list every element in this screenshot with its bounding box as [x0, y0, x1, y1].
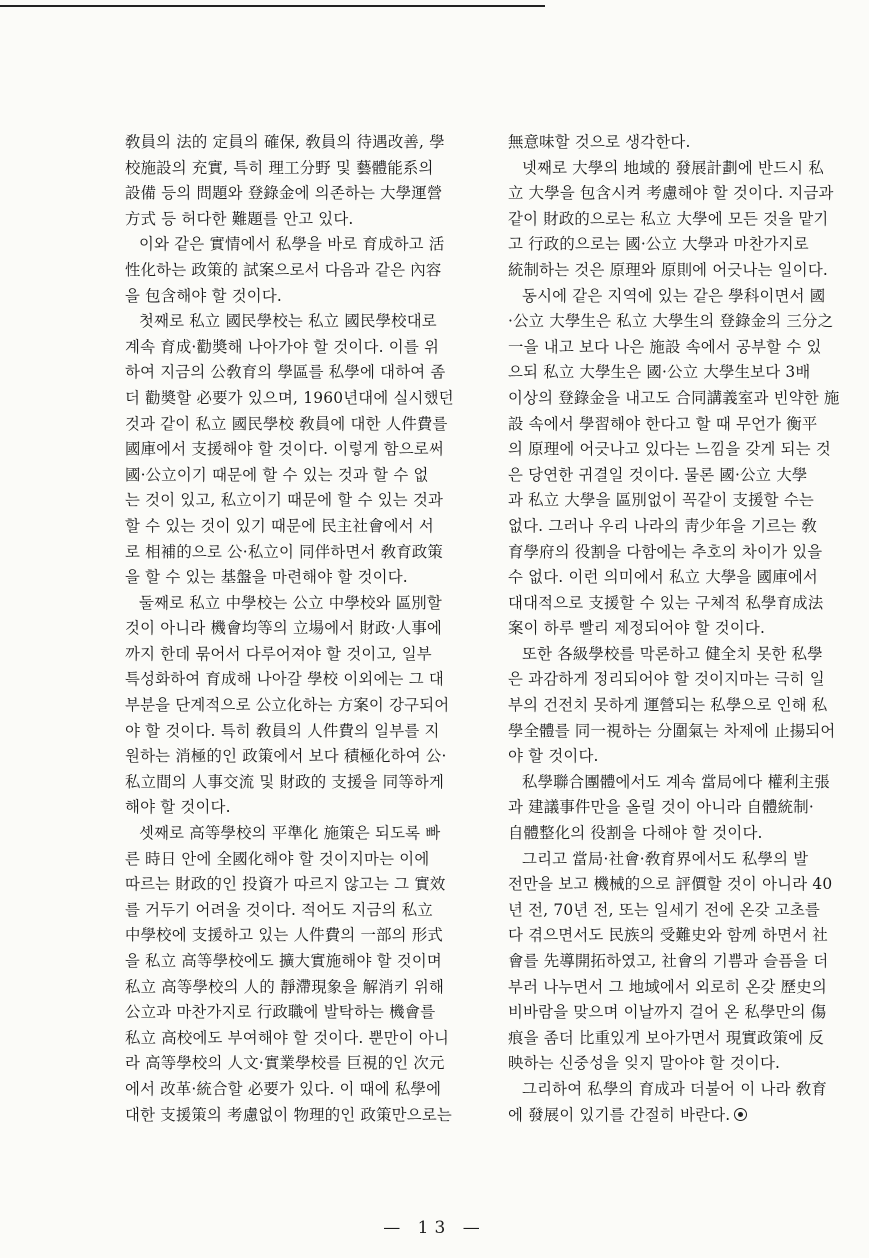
text-line: 과 建議事件만을 올릴 것이 아니라 自體統制·	[508, 798, 814, 817]
text-line: 痕을 좀더 比重있게 보아가면서 現實政策에 反	[508, 1028, 824, 1047]
text-line: 라 高等學校의 人文·實業學校를 巨視的인 次元	[125, 1054, 445, 1073]
text-line: 수 없다. 이런 의미에서 私立 大學을 國庫에서	[508, 568, 818, 587]
text-line: 둘째로 私立 中學校는 公立 中學校와 區別할	[139, 593, 442, 612]
page-number: — 13 —	[383, 1218, 486, 1238]
text-line: 自體整化의 役割을 다해야 할 것이다.	[508, 824, 763, 843]
left-text-column	[125, 130, 475, 1128]
text-line: 첫째로 私立 國民學校는 私立 國民學校대로	[139, 312, 437, 331]
paragraph	[125, 821, 475, 1128]
text-line: 대한 支援策의 考慮없이 物理的인 政策만으로는	[125, 1105, 452, 1124]
text-line: 이와 같은 實情에서 私學을 바로 育成하고 活	[139, 235, 445, 254]
text-line: 統制하는 것은 原理와 原則에 어긋나는 일이다.	[508, 260, 828, 279]
text-line: 公立과 마찬가지로 行政職에 발탁하는 機會를	[125, 1003, 436, 1022]
text-line: 것이 아니라 機會均等의 立場에서 財政·人事에	[125, 619, 442, 638]
text-line: 야 할 것이다. 특히 敎員의 人件費의 일부를 지	[125, 721, 440, 740]
text-line: 國庫에서 支援해야 할 것이다. 이렇게 함으로써	[125, 440, 444, 459]
text-line: 無意味할 것으로 생각한다.	[508, 133, 691, 151]
text-line: 案이 하루 빨리 제정되어야 할 것이다.	[508, 619, 766, 638]
paragraph	[508, 1077, 858, 1128]
text-line: 특성화하여 育成해 나아갈 學校 이외에는 그 대	[125, 670, 444, 689]
text-line: 映하는 신중성을 잊지 말아야 할 것이다.	[508, 1054, 781, 1073]
text-line: 해야 할 것이다.	[125, 798, 231, 817]
text-line: 그리고 當局·社會·敎育界에서도 私學의 발	[522, 849, 809, 868]
text-line: 私立 高等學校의 人的 靜滯現象을 解消키 위해	[125, 977, 445, 996]
text-line: 할 수 있는 것이 있기 때문에 民主社會에서 서	[125, 516, 434, 535]
text-line: 과 私立 大學을 區別없이 꼭같이 支援할 수는	[508, 491, 814, 510]
text-line: 私立間의 人事交流 및 財政的 支援을 同等하게	[125, 772, 445, 791]
text-line: 學全體를 同一視하는 分圍氣는 차제에 止揚되어	[508, 721, 836, 740]
text-line: 一을 내고 보다 나은 施設 속에서 공부할 수 있	[508, 337, 822, 356]
text-line: 비바람을 맞으며 이날까지 걸어 온 私學만의 傷	[508, 1003, 827, 1022]
text-line: 대대적으로 支援할 수 있는 구체적 私學育成法	[508, 593, 824, 612]
text-line: 부분을 단계적으로 公立化하는 方案이 강구되어	[125, 696, 450, 715]
text-line: 校施設의 充實, 특히 理工分野 및 藝體能系의	[125, 158, 434, 177]
text-line: 을 私立 高等學校에도 擴大實施해야 할 것이며	[125, 952, 442, 970]
text-line: 에서 改革·統合할 必要가 있다. 이 때에 私學에	[125, 1079, 442, 1098]
text-line: 의 原理에 어긋나고 있다는 느낌을 갖게 되는 것	[508, 440, 831, 459]
text-line: 다 겪으면서도 民族의 受難史와 함께 하면서 社	[508, 926, 828, 945]
top-rule	[0, 5, 545, 7]
text-line: 년 전, 70년 전, 또는 일세기 전에 온갖 고초를	[508, 900, 820, 919]
text-line: 더 勸奬할 必要가 있으며, 1960년대에 실시했던	[125, 388, 454, 407]
text-line: 따르는 財政的인 投資가 따르지 않고는 그 實效	[125, 875, 446, 894]
paragraph	[508, 130, 858, 156]
text-line: 것과 같이 私立 國民學校 敎員에 대한 人件費를	[125, 414, 448, 433]
text-line: 까지 한데 묶어서 다루어져야 할 것이고, 일부	[125, 644, 432, 663]
paragraph	[508, 770, 858, 847]
paragraph	[508, 847, 858, 1077]
text-line: 立 大學을 包含시켜 考慮해야 할 것이다. 지금과	[508, 184, 834, 203]
text-line: 그리하여 私學의 育成과 더불어 이 나라 敎育	[522, 1079, 827, 1098]
text-line: 부러 나누면서 그 地域에서 외로히 온갖 歷史의	[508, 977, 827, 996]
text-line: 같이 財政的으로는 私立 大學에 모든 것을 맡기	[508, 209, 829, 228]
paragraph	[508, 642, 858, 770]
text-line: 넷째로 大學의 地域的 發展計劃에 반드시 私	[522, 158, 824, 177]
text-line: 동시에 같은 지역에 있는 같은 學科이면서 國	[522, 286, 826, 305]
paragraph	[125, 309, 475, 591]
paragraph	[125, 591, 475, 821]
text-line: 으되 私立 大學生은 國·公立 大學生보다 3배	[508, 363, 811, 382]
text-line: 을 할 수 있는 基盤을 마련해야 할 것이다.	[125, 568, 408, 587]
text-line: 을 包含해야 할 것이다.	[125, 286, 283, 305]
text-line: 은 과감하게 정리되어야 할 것이지마는 극히 일	[508, 670, 825, 689]
text-line: 設備 등의 問題와 登錄金에 의존하는 大學運營	[125, 184, 443, 203]
text-line: 設 속에서 學習해야 한다고 할 때 무언가 衡平	[508, 414, 818, 433]
text-line: 中學校에 支援하고 있는 人件費의 一部의 形式	[125, 926, 444, 945]
text-line: 하여 지금의 公敎育의 學區를 私學에 대하여 좀	[125, 363, 446, 382]
text-line: 원하는 消極的인 政策에서 보다 積極化하여 公·	[125, 747, 447, 766]
text-line: 私立 高校에도 부여해야 할 것이다. 뿐만이 아니	[125, 1028, 450, 1047]
text-line: 는 것이 있고, 私立이기 때문에 할 수 있는 것과	[125, 491, 444, 510]
paragraph	[508, 284, 858, 642]
text-line: ·公立 大學生은 私立 大學生의 登錄金의 三分之	[508, 312, 834, 331]
text-line: 계속 育成·勸奬해 나아가야 할 것이다. 이를 위	[125, 337, 440, 356]
paragraph	[508, 156, 858, 284]
text-line: 에 發展이 있기를 간절히 바란다.	[508, 1103, 858, 1129]
text-line: 또한 各級學校를 막론하고 健全치 못한 私學	[522, 644, 823, 663]
text-line: 會를 先導開拓하였고, 社會의 기쁨과 슬픔을 더	[508, 952, 829, 970]
text-line: 國·公立이기 때문에 할 수 있는 것과 할 수 없	[125, 465, 429, 484]
paragraph	[125, 232, 475, 309]
text-line: 른 時日 안에 全國化해야 할 것이지마는 이에	[125, 849, 430, 868]
text-line: 敎員의 法的 定員의 確保, 敎員의 待遇改善, 學	[125, 133, 445, 151]
text-line: 로 相補的으로 公·私立이 同伴하면서 敎育政策	[125, 542, 444, 561]
right-text-column	[508, 130, 858, 1128]
text-line: 없다. 그러나 우리 나라의 靑少年을 기르는 敎	[508, 516, 817, 535]
text-line: 를 거두기 어려울 것이다. 적어도 지금의 私立	[125, 900, 433, 919]
text-line: 은 당연한 귀결일 것이다. 물론 國·公立 大學	[508, 465, 808, 484]
text-line: 고 行政的으로는 國·公立 大學과 마찬가지로	[508, 235, 809, 254]
text-line: 方式 등 허다한 難題를 안고 있다.	[125, 209, 354, 228]
text-line: 育學府의 役割을 다함에는 추호의 차이가 있을	[508, 542, 823, 561]
paragraph	[125, 130, 475, 232]
end-mark-icon	[734, 1108, 747, 1121]
text-line: 야 할 것이다.	[508, 747, 599, 766]
text-line: 전만을 보고 機械的으로 評價할 것이 아니라 40	[508, 875, 833, 894]
text-line: 私學聯合團體에서도 계속 當局에다 權利主張	[522, 772, 830, 791]
text-line: 부의 건전치 못하게 運營되는 私學으로 인해 私	[508, 696, 828, 715]
text-line: 性化하는 政策的 試案으로서 다음과 같은 內容	[125, 260, 442, 279]
text-line: 셋째로 高等學校의 平準化 施策은 되도록 빠	[139, 824, 441, 843]
text-line: 이상의 登錄金을 내고도 合同講義室과 빈약한 施	[508, 388, 840, 407]
